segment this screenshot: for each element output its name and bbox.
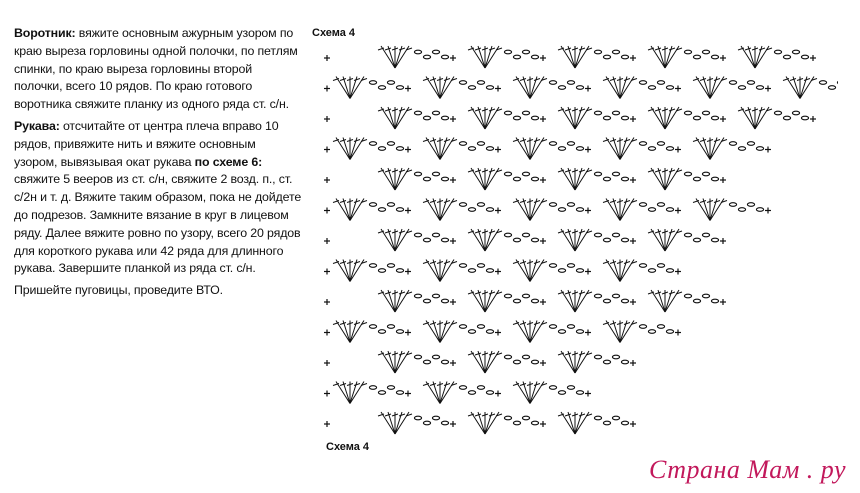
chain-stitch-symbol — [711, 299, 718, 303]
chain-stitch-symbol — [459, 325, 466, 329]
chain-stitch-symbol — [441, 116, 448, 120]
chain-stitch-symbol — [441, 360, 448, 364]
chain-stitch-symbol — [711, 177, 718, 181]
chain-stitch-symbol — [396, 86, 403, 90]
chain-stitch-symbol — [639, 203, 646, 207]
chain-stitch-symbol — [666, 86, 673, 90]
chain-stitch-symbol — [612, 233, 619, 237]
chain-stitch-symbol — [594, 294, 601, 298]
fan-symbol — [333, 77, 367, 99]
chain-stitch-symbol — [567, 325, 574, 329]
fan-symbol — [513, 382, 547, 404]
chain-stitch-symbol — [531, 299, 538, 303]
fan-symbol — [333, 199, 367, 221]
chain-stitch-symbol — [531, 177, 538, 181]
chain-stitch-symbol — [594, 416, 601, 420]
chain-stitch-symbol — [576, 86, 583, 90]
chain-stitch-symbol — [486, 391, 493, 395]
chain-stitch-symbol — [378, 269, 385, 273]
chain-stitch-symbol — [576, 147, 583, 151]
chain-stitch-symbol — [657, 142, 664, 146]
chain-stitch-symbol — [468, 330, 475, 334]
chain-stitch-symbol — [756, 147, 763, 151]
fan-symbol — [468, 168, 502, 190]
chain-stitch-symbol — [558, 391, 565, 395]
finish-paragraph: Пришейте пуговицы, проведите ВТО. — [14, 283, 223, 298]
fan-symbol — [693, 138, 727, 160]
chain-stitch-symbol — [531, 116, 538, 120]
chain-stitch-symbol — [513, 55, 520, 59]
fan-symbol — [423, 77, 457, 99]
chain-stitch-symbol — [567, 142, 574, 146]
chain-stitch-symbol — [711, 116, 718, 120]
chain-stitch-symbol — [612, 111, 619, 115]
fan-symbol — [378, 107, 412, 129]
chain-stitch-symbol — [396, 391, 403, 395]
fan-symbol — [468, 107, 502, 129]
chain-stitch-symbol — [522, 172, 529, 176]
chain-stitch-symbol — [612, 294, 619, 298]
fan-symbol — [693, 199, 727, 221]
chain-stitch-symbol — [513, 116, 520, 120]
chain-stitch-symbol — [621, 177, 628, 181]
chain-stitch-symbol — [468, 208, 475, 212]
chain-stitch-symbol — [801, 116, 808, 120]
chain-stitch-symbol — [738, 86, 745, 90]
chain-stitch-symbol — [594, 233, 601, 237]
chain-stitch-symbol — [603, 421, 610, 425]
fan-symbol — [648, 168, 682, 190]
fan-symbol — [603, 260, 637, 282]
chain-stitch-symbol — [693, 238, 700, 242]
chain-stitch-symbol — [378, 86, 385, 90]
chain-stitch-symbol — [369, 81, 376, 85]
chain-stitch-symbol — [837, 81, 838, 85]
chain-stitch-symbol — [621, 116, 628, 120]
chain-stitch-symbol — [378, 208, 385, 212]
fan-symbol — [378, 168, 412, 190]
fan-symbol — [558, 351, 592, 373]
chain-stitch-symbol — [621, 238, 628, 242]
chain-stitch-symbol — [423, 299, 430, 303]
chain-stitch-symbol — [423, 238, 430, 242]
fan-symbol — [333, 260, 367, 282]
fan-symbol — [423, 199, 457, 221]
chain-stitch-symbol — [369, 264, 376, 268]
chain-stitch-symbol — [441, 299, 448, 303]
chain-stitch-symbol — [477, 142, 484, 146]
chain-stitch-symbol — [702, 172, 709, 176]
fan-symbol — [423, 260, 457, 282]
chain-stitch-symbol — [558, 86, 565, 90]
chain-stitch-symbol — [504, 172, 511, 176]
chain-stitch-symbol — [396, 147, 403, 151]
fan-symbol — [333, 382, 367, 404]
chain-stitch-symbol — [549, 81, 556, 85]
chain-stitch-symbol — [828, 86, 835, 90]
chain-stitch-symbol — [657, 264, 664, 268]
fan-symbol — [558, 46, 592, 68]
chain-stitch-symbol — [531, 238, 538, 242]
fan-symbol — [558, 290, 592, 312]
chain-stitch-symbol — [639, 325, 646, 329]
chain-stitch-symbol — [684, 294, 691, 298]
chain-stitch-symbol — [729, 142, 736, 146]
chain-stitch-symbol — [387, 81, 394, 85]
chain-stitch-symbol — [756, 208, 763, 212]
chain-stitch-symbol — [576, 269, 583, 273]
chain-stitch-symbol — [612, 416, 619, 420]
fan-symbol — [603, 199, 637, 221]
chain-stitch-symbol — [522, 111, 529, 115]
fan-symbol — [603, 138, 637, 160]
chain-stitch-symbol — [729, 203, 736, 207]
chain-stitch-symbol — [549, 325, 556, 329]
chain-stitch-symbol — [423, 55, 430, 59]
chain-stitch-symbol — [432, 355, 439, 359]
chain-stitch-symbol — [576, 330, 583, 334]
chain-stitch-symbol — [684, 50, 691, 54]
chain-stitch-symbol — [387, 203, 394, 207]
chain-stitch-symbol — [486, 208, 493, 212]
chain-stitch-symbol — [819, 81, 826, 85]
chain-stitch-symbol — [468, 147, 475, 151]
chain-stitch-symbol — [432, 111, 439, 115]
fan-symbol — [513, 260, 547, 282]
fan-symbol — [378, 290, 412, 312]
chain-stitch-symbol — [486, 147, 493, 151]
chain-stitch-symbol — [378, 391, 385, 395]
fan-symbol — [648, 46, 682, 68]
chain-stitch-symbol — [567, 264, 574, 268]
chain-stitch-symbol — [594, 172, 601, 176]
fan-symbol — [468, 351, 502, 373]
chain-stitch-symbol — [648, 269, 655, 273]
fan-symbol — [468, 290, 502, 312]
fan-symbol — [648, 107, 682, 129]
chain-stitch-symbol — [639, 142, 646, 146]
chain-stitch-symbol — [459, 264, 466, 268]
chain-stitch-symbol — [738, 147, 745, 151]
chain-stitch-symbol — [369, 386, 376, 390]
chain-stitch-symbol — [522, 355, 529, 359]
chain-stitch-symbol — [702, 294, 709, 298]
chain-stitch-symbol — [639, 264, 646, 268]
chain-stitch-symbol — [774, 111, 781, 115]
chain-stitch-symbol — [621, 360, 628, 364]
chain-stitch-symbol — [747, 142, 754, 146]
fan-symbol — [513, 77, 547, 99]
chain-stitch-symbol — [486, 330, 493, 334]
chain-stitch-symbol — [468, 269, 475, 273]
fan-symbol — [558, 412, 592, 434]
chain-stitch-symbol — [513, 177, 520, 181]
chain-stitch-symbol — [594, 50, 601, 54]
chain-stitch-symbol — [378, 147, 385, 151]
chain-stitch-symbol — [549, 142, 556, 146]
chain-stitch-symbol — [666, 330, 673, 334]
chain-stitch-symbol — [711, 238, 718, 242]
fan-symbol — [333, 138, 367, 160]
chain-stitch-symbol — [792, 50, 799, 54]
fan-symbol — [423, 321, 457, 343]
fan-symbol — [648, 290, 682, 312]
collar-paragraph — [14, 25, 302, 114]
chain-stitch-symbol — [576, 208, 583, 212]
chain-stitch-symbol — [441, 177, 448, 181]
fan-symbol — [783, 77, 817, 99]
chain-stitch-symbol — [747, 81, 754, 85]
collar-body: вяжите основным ажурным узором по краю выреза горловины одной полочки, по петлям спинки, по краю выреза горловины второй полочки, всего 10 рядов. По краю готового воротника свяжите планку из одного ряда ст. с/н. — [14, 26, 298, 112]
chain-stitch-symbol — [657, 81, 664, 85]
chain-stitch-symbol — [441, 421, 448, 425]
chain-stitch-symbol — [621, 421, 628, 425]
fan-symbol — [693, 77, 727, 99]
chain-stitch-symbol — [387, 386, 394, 390]
fan-symbol — [738, 107, 772, 129]
chain-stitch-symbol — [576, 391, 583, 395]
chain-stitch-symbol — [603, 177, 610, 181]
fan-symbol — [603, 321, 637, 343]
chain-stitch-symbol — [792, 111, 799, 115]
sleeves-body-1: отсчитайте от центра плеча вправо 10 рядов, привяжите нить и вяжите основным узором, вывязывая окат рукава — [14, 118, 279, 169]
fan-symbol — [468, 229, 502, 251]
chain-stitch-symbol — [756, 86, 763, 90]
chain-stitch-symbol — [522, 50, 529, 54]
chain-stitch-symbol — [522, 233, 529, 237]
chain-stitch-symbol — [486, 269, 493, 273]
chain-stitch-symbol — [549, 264, 556, 268]
chain-stitch-symbol — [549, 203, 556, 207]
chain-stitch-symbol — [702, 50, 709, 54]
chain-stitch-symbol — [414, 172, 421, 176]
collar-heading: Воротник: — [14, 26, 76, 40]
chain-stitch-symbol — [432, 172, 439, 176]
chain-stitch-symbol — [531, 421, 538, 425]
chain-stitch-symbol — [648, 208, 655, 212]
chain-stitch-symbol — [612, 50, 619, 54]
chain-stitch-symbol — [693, 55, 700, 59]
chain-stitch-symbol — [369, 203, 376, 207]
fan-symbol — [513, 199, 547, 221]
chain-stitch-symbol — [504, 355, 511, 359]
chain-stitch-symbol — [459, 386, 466, 390]
chain-stitch-symbol — [603, 360, 610, 364]
sleeves-body-2: свяжите 5 вееров из ст. с/н, свяжите 2 возд. п., ст. с/2н и т. д. Вяжите таким образом, пока не дойдете до подрезов. Замкните вязание в круг в лицевом ряду. Далее вяжите ровно по узору, всего 20 рядов для короткого рукава или 42 ряда для длинного рукава. Завершите планкой из ряда ст. с/н. — [14, 172, 302, 276]
chain-stitch-symbol — [432, 50, 439, 54]
chain-stitch-symbol — [378, 330, 385, 334]
chain-stitch-symbol — [612, 355, 619, 359]
chain-stitch-symbol — [666, 208, 673, 212]
chain-stitch-symbol — [693, 116, 700, 120]
chain-stitch-symbol — [603, 238, 610, 242]
chain-stitch-symbol — [459, 203, 466, 207]
chain-stitch-symbol — [639, 81, 646, 85]
chain-stitch-symbol — [657, 325, 664, 329]
chain-stitch-symbol — [684, 172, 691, 176]
scheme-bottom-label: Схема 4 — [326, 441, 370, 453]
chain-stitch-symbol — [702, 111, 709, 115]
fan-symbol — [333, 321, 367, 343]
chain-stitch-symbol — [522, 416, 529, 420]
crochet-scheme-diagram — [318, 28, 838, 440]
fan-symbol — [738, 46, 772, 68]
fan-symbol — [378, 412, 412, 434]
chain-stitch-symbol — [558, 147, 565, 151]
chain-stitch-symbol — [783, 116, 790, 120]
fan-symbol — [603, 77, 637, 99]
chain-stitch-symbol — [801, 55, 808, 59]
chain-stitch-symbol — [738, 208, 745, 212]
fan-symbol — [378, 46, 412, 68]
chain-stitch-symbol — [513, 299, 520, 303]
chain-stitch-symbol — [684, 111, 691, 115]
chain-stitch-symbol — [603, 55, 610, 59]
fan-symbol — [468, 46, 502, 68]
chain-stitch-symbol — [594, 355, 601, 359]
chain-stitch-symbol — [387, 264, 394, 268]
chain-stitch-symbol — [432, 416, 439, 420]
chain-stitch-symbol — [648, 330, 655, 334]
chain-stitch-symbol — [459, 81, 466, 85]
chain-stitch-symbol — [423, 421, 430, 425]
fan-symbol — [378, 229, 412, 251]
chain-stitch-symbol — [729, 81, 736, 85]
fan-symbol — [558, 229, 592, 251]
chain-stitch-symbol — [477, 203, 484, 207]
chain-stitch-symbol — [549, 386, 556, 390]
fan-symbol — [513, 321, 547, 343]
chain-stitch-symbol — [603, 299, 610, 303]
chain-stitch-symbol — [531, 55, 538, 59]
chain-stitch-symbol — [477, 81, 484, 85]
chain-stitch-symbol — [747, 203, 754, 207]
chain-stitch-symbol — [432, 294, 439, 298]
sleeves-heading: Рукава: — [14, 118, 60, 133]
chain-stitch-symbol — [558, 208, 565, 212]
fan-symbol — [648, 229, 682, 251]
chain-stitch-symbol — [594, 111, 601, 115]
chain-stitch-symbol — [621, 299, 628, 303]
chain-stitch-symbol — [504, 233, 511, 237]
chain-stitch-symbol — [423, 116, 430, 120]
scheme-title: Схема 4 — [312, 27, 356, 39]
chain-stitch-symbol — [423, 177, 430, 181]
chain-stitch-symbol — [414, 355, 421, 359]
chain-stitch-symbol — [468, 391, 475, 395]
chain-stitch-symbol — [414, 416, 421, 420]
chain-stitch-symbol — [432, 233, 439, 237]
chain-stitch-symbol — [396, 208, 403, 212]
chain-stitch-symbol — [414, 111, 421, 115]
sleeves-paragraph — [14, 118, 302, 278]
chain-stitch-symbol — [783, 55, 790, 59]
chain-stitch-symbol — [774, 50, 781, 54]
chain-stitch-symbol — [441, 238, 448, 242]
chain-stitch-symbol — [513, 238, 520, 242]
chain-stitch-symbol — [396, 330, 403, 334]
chain-stitch-symbol — [693, 299, 700, 303]
chain-stitch-symbol — [513, 360, 520, 364]
chain-stitch-symbol — [504, 111, 511, 115]
chain-stitch-symbol — [423, 360, 430, 364]
chain-stitch-symbol — [693, 177, 700, 181]
chain-stitch-symbol — [441, 55, 448, 59]
fan-symbol — [423, 138, 457, 160]
instructions-text — [14, 25, 302, 304]
chain-stitch-symbol — [504, 50, 511, 54]
chain-stitch-symbol — [657, 203, 664, 207]
chain-stitch-symbol — [666, 147, 673, 151]
chain-stitch-symbol — [522, 294, 529, 298]
chain-stitch-symbol — [531, 360, 538, 364]
fan-symbol — [513, 138, 547, 160]
chain-stitch-symbol — [702, 233, 709, 237]
chain-stitch-symbol — [684, 233, 691, 237]
fan-symbol — [558, 107, 592, 129]
fan-symbol — [468, 412, 502, 434]
chain-stitch-symbol — [567, 203, 574, 207]
scheme-reference: по схеме 6: — [194, 154, 263, 169]
chain-stitch-symbol — [711, 55, 718, 59]
chain-stitch-symbol — [477, 264, 484, 268]
fan-symbol — [558, 168, 592, 190]
fan-symbol — [423, 382, 457, 404]
chain-stitch-symbol — [459, 142, 466, 146]
chain-stitch-symbol — [414, 50, 421, 54]
chain-stitch-symbol — [603, 116, 610, 120]
fan-symbol — [378, 351, 412, 373]
chain-stitch-symbol — [387, 142, 394, 146]
chain-stitch-symbol — [486, 86, 493, 90]
chain-stitch-symbol — [558, 330, 565, 334]
chain-stitch-symbol — [387, 325, 394, 329]
chain-stitch-symbol — [567, 81, 574, 85]
chain-stitch-symbol — [369, 142, 376, 146]
chain-stitch-symbol — [567, 386, 574, 390]
chain-stitch-symbol — [504, 416, 511, 420]
chain-stitch-symbol — [369, 325, 376, 329]
chain-stitch-symbol — [612, 172, 619, 176]
chain-stitch-symbol — [648, 86, 655, 90]
chain-stitch-symbol — [513, 421, 520, 425]
chain-stitch-symbol — [396, 269, 403, 273]
chain-stitch-symbol — [648, 147, 655, 151]
chain-stitch-symbol — [477, 386, 484, 390]
chain-stitch-symbol — [414, 294, 421, 298]
site-watermark-logo: Страна Мам . ру — [649, 455, 846, 484]
chain-stitch-symbol — [621, 55, 628, 59]
chain-stitch-symbol — [504, 294, 511, 298]
chain-stitch-symbol — [414, 233, 421, 237]
chain-stitch-symbol — [666, 269, 673, 273]
chain-stitch-symbol — [468, 86, 475, 90]
chain-stitch-symbol — [477, 325, 484, 329]
chain-stitch-symbol — [558, 269, 565, 273]
